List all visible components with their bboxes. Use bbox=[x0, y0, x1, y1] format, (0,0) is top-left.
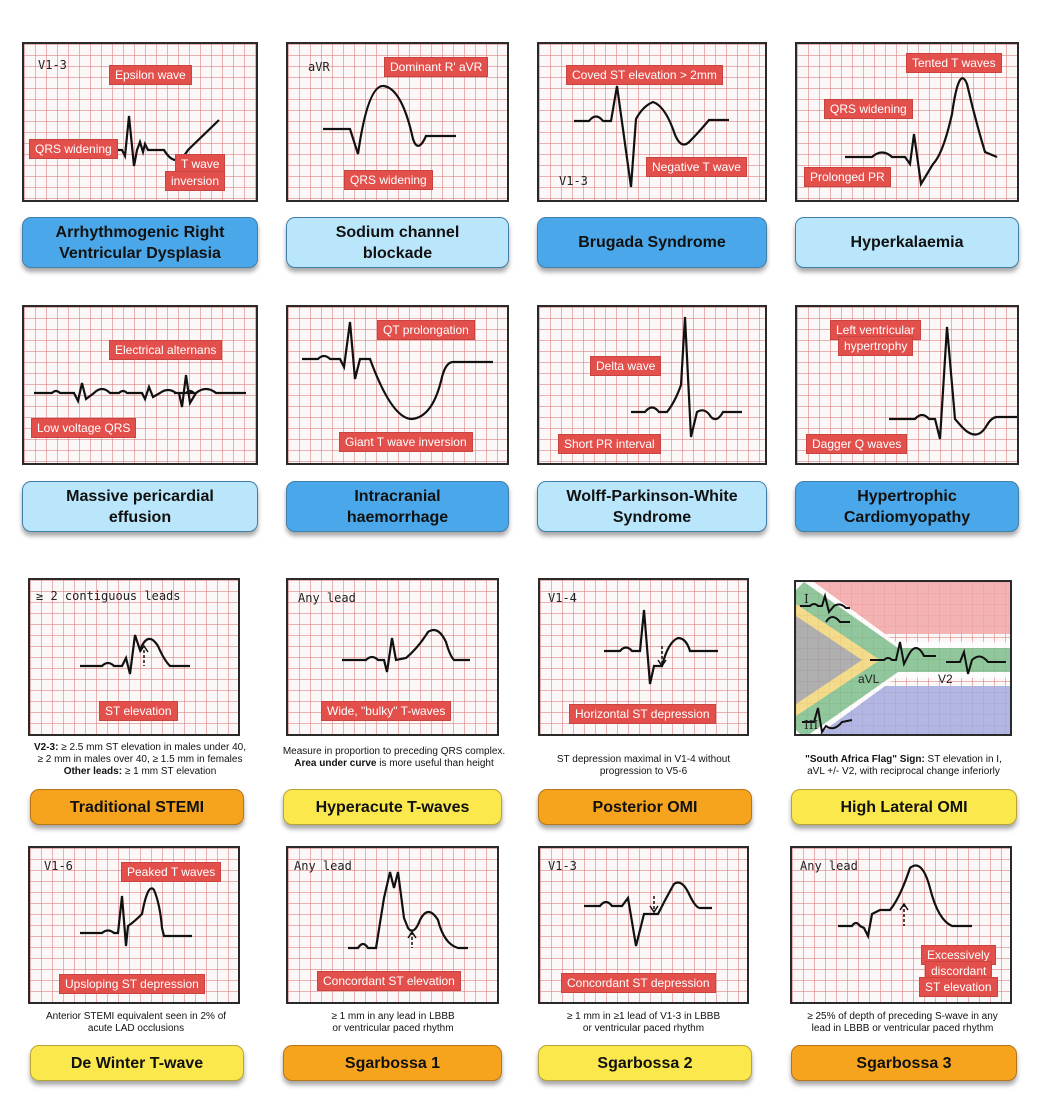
tag-st-elevation: ST elevation bbox=[920, 978, 997, 996]
ecg-panel-sodium bbox=[286, 42, 509, 202]
title-sgarbossa1: Sgarbossa 1 bbox=[283, 1045, 502, 1081]
tag-short-pr-interval: Short PR interval bbox=[559, 435, 660, 453]
lead-label: Any lead bbox=[800, 859, 858, 873]
tag-qrs-widening: QRS widening bbox=[825, 100, 912, 118]
tag-left-ventricular: Left ventricular bbox=[831, 321, 920, 339]
tag-coved-st-elevation: Coved ST elevation > 2mm bbox=[567, 66, 722, 84]
tag-st-elevation: ST elevation bbox=[100, 702, 177, 720]
lead-label: V1-3 bbox=[559, 174, 588, 188]
tag-epsilon-wave: Epsilon wave bbox=[110, 66, 191, 84]
tag-wide-bulky-t-waves: Wide, "bulky" T-waves bbox=[322, 702, 450, 720]
lead-label-v2: V2 bbox=[938, 672, 953, 686]
tag-hypertrophy: hypertrophy bbox=[839, 337, 912, 355]
tag-dagger-q-waves: Dagger Q waves bbox=[807, 435, 906, 453]
lead-label: ≥ 2 contiguous leads bbox=[36, 589, 181, 603]
tag-delta-wave: Delta wave bbox=[591, 357, 660, 375]
ecg-panel-sgarbossa3 bbox=[790, 846, 1012, 1004]
ecg-panel-dewinter bbox=[28, 846, 240, 1004]
tag-negative-t-wave: Negative T wave bbox=[647, 158, 746, 176]
lead-label: Any lead bbox=[298, 591, 356, 605]
ecg-panel-hcm bbox=[795, 305, 1019, 465]
desc-sgarbossa3: ≥ 25% of depth of preceding S-wave in any lead in LBBB or ventricular paced rhythm bbox=[807, 1011, 998, 1034]
ecg-panel-wpw bbox=[537, 305, 767, 465]
desc-sgarbossa1: ≥ 1 mm in any lead in LBBB or ventricular paced rhythm bbox=[331, 1011, 455, 1034]
title-hyperacute: Hyperacute T-waves bbox=[283, 789, 502, 825]
tag-discordant: discordant bbox=[926, 962, 991, 980]
lead-label: aVR bbox=[308, 60, 330, 74]
tag-qrs-widening: QRS widening bbox=[345, 171, 432, 189]
desc-high-lateral: "South Africa Flag" Sign: ST elevation in I, aVL +/- V2, with reciprocal change inferiorly bbox=[805, 754, 1002, 777]
tag-t-wave: T wave bbox=[176, 155, 224, 173]
ecg-panel-hyperk bbox=[795, 42, 1019, 202]
ecg-panel-high-lateral bbox=[794, 580, 1012, 736]
title-pericardial: Massive pericardial effusion bbox=[22, 481, 258, 532]
tag-horizontal-st-depression: Horizontal ST depression bbox=[570, 705, 715, 723]
tag-excessively: Excessively bbox=[922, 946, 995, 964]
ecg-panel-hyperacute bbox=[286, 578, 499, 736]
tag-inversion: inversion bbox=[166, 172, 224, 190]
desc-sgarbossa2: ≥ 1 mm in ≥1 lead of V1-3 in LBBB or ventricular paced rhythm bbox=[566, 1011, 721, 1034]
lead-label: V1-4 bbox=[548, 591, 577, 605]
desc-dewinter: Anterior STEMI equivalent seen in 2% of acute LAD occlusions bbox=[45, 1011, 227, 1034]
title-hcm: Hypertrophic Cardiomyopathy bbox=[795, 481, 1019, 532]
lead-label: Any lead bbox=[294, 859, 352, 873]
title-sodium: Sodium channel blockade bbox=[286, 217, 509, 268]
tag-low-voltage-qrs: Low voltage QRS bbox=[32, 419, 135, 437]
title-arvd: Arrhythmogenic Right Ventricular Dysplasia bbox=[22, 217, 258, 268]
ecg-panel-posterior bbox=[538, 578, 749, 736]
lead-label-i: I bbox=[804, 592, 809, 606]
tag-qt-prolongation: QT prolongation bbox=[378, 321, 474, 339]
lead-label: V1-6 bbox=[44, 859, 73, 873]
title-dewinter: De Winter T-wave bbox=[30, 1045, 244, 1081]
title-brugada: Brugada Syndrome bbox=[537, 217, 767, 268]
ecg-panel-brugada bbox=[537, 42, 767, 202]
tag-tented-t-waves: Tented T waves bbox=[907, 54, 1001, 72]
south-africa-flag bbox=[796, 582, 1012, 736]
desc-posterior: ST depression maximal in V1-4 without progression to V5-6 bbox=[556, 754, 731, 777]
ecg-panel-stemi bbox=[28, 578, 240, 736]
title-posterior: Posterior OMI bbox=[538, 789, 752, 825]
tag-concordant-st-depression: Concordant ST depression bbox=[562, 974, 715, 992]
lead-label-iii: III bbox=[804, 718, 819, 732]
tag-dominant-r-avr: Dominant R' aVR bbox=[385, 58, 487, 76]
desc-stemi: V2-3: ≥ 2.5 mm ST elevation in males under 40, ≥ 2 mm in males over 40, ≥ 1.5 mm in females Other leads: ≥ 1 mm ST elevation bbox=[33, 742, 247, 777]
ecg-panel-pericardial bbox=[22, 305, 258, 465]
tag-upsloping-st-depression: Upsloping ST depression bbox=[60, 975, 204, 993]
ecg-panel-sgarbossa1 bbox=[286, 846, 499, 1004]
title-high-lateral: High Lateral OMI bbox=[791, 789, 1017, 825]
tag-prolonged-pr: Prolonged PR bbox=[805, 168, 890, 186]
desc-hyperacute: Measure in proportion to preceding QRS complex. Area under curve is more useful than height bbox=[282, 746, 506, 769]
ecg-panel-arvd bbox=[22, 42, 258, 202]
title-intracranial: Intracranial haemorrhage bbox=[286, 481, 509, 532]
tag-electrical-alternans: Electrical alternans bbox=[110, 341, 221, 359]
lead-label-avl: aVL bbox=[858, 672, 880, 686]
tag-giant-t-wave-inversion: Giant T wave inversion bbox=[340, 433, 472, 451]
lead-label: V1-3 bbox=[38, 58, 67, 72]
ecg-trace-pericardial bbox=[24, 307, 258, 465]
title-hyperk: Hyperkalaemia bbox=[795, 217, 1019, 268]
title-wpw: Wolff-Parkinson-White Syndrome bbox=[537, 481, 767, 532]
lead-label: V1-3 bbox=[548, 859, 577, 873]
ecg-panel-intracranial bbox=[286, 305, 509, 465]
title-sgarbossa3: Sgarbossa 3 bbox=[791, 1045, 1017, 1081]
ecg-panel-sgarbossa2 bbox=[538, 846, 749, 1004]
tag-qrs-widening: QRS widening bbox=[30, 140, 117, 158]
title-sgarbossa2: Sgarbossa 2 bbox=[538, 1045, 752, 1081]
title-stemi: Traditional STEMI bbox=[30, 789, 244, 825]
tag-concordant-st-elevation: Concordant ST elevation bbox=[318, 972, 460, 990]
tag-peaked-t-waves: Peaked T waves bbox=[122, 863, 220, 881]
